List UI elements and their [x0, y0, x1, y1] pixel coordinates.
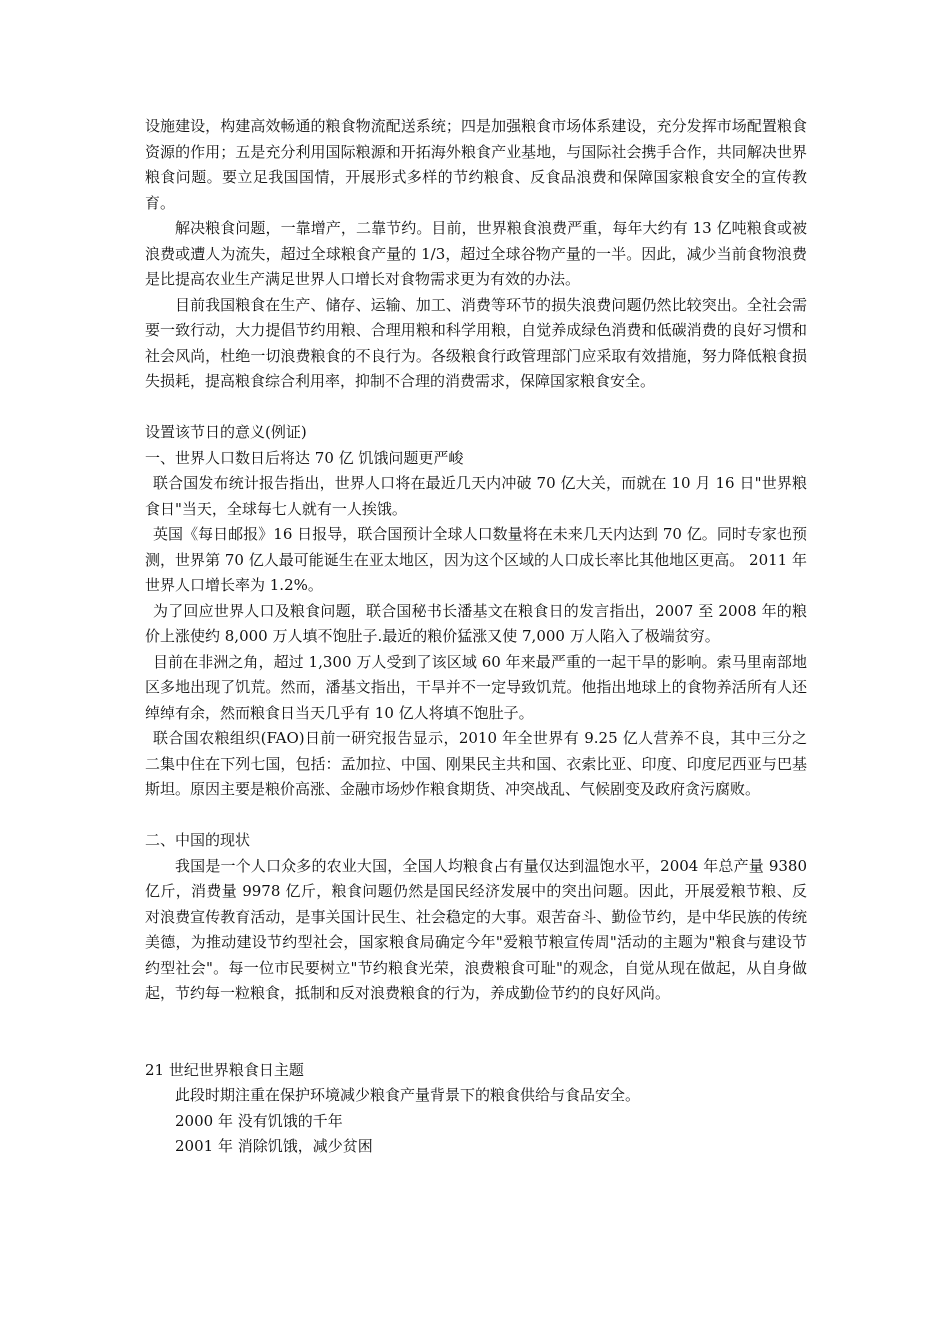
section1-paragraph: 联合国发布统计报告指出，世界人口将在最近几天内冲破 70 亿大关，而就在 10 月 16 日"世界粮食日"当天，全球每七人就有一人挨饿。 — [145, 474, 807, 518]
theme-item-2001: 2001 年 消除饥饿，减少贫困 — [175, 1137, 373, 1155]
document-body — [145, 114, 807, 1160]
spacer — [145, 1007, 807, 1058]
section1-paragraph: 英国《每日邮报》16 日报导，联合国预计全球人口数量将在未来几天内达到 70 亿。同时专家也预测，世界第 70 亿人最可能诞生在亚太地区，因为这个区域的人口成长率比其他地区更高。 2011 年世界人口增长率为 1.2%。 — [145, 525, 807, 594]
section1-subtitle: 一、世界人口数日后将达 70 亿 饥饿问题更严峻 — [145, 448, 464, 467]
spacer — [145, 395, 807, 421]
paragraph-china-loss: 目前我国粮食在生产、储存、运输、加工、消费等环节的损失浪费问题仍然比较突出。全社会需要一致行动，大力提倡节约用粮、合理用粮和科学用粮，自觉养成绿色消费和低碳消费的良好习惯和社会风尚，杜绝一切浪费粮食的不良行为。各级粮食行政管理部门应采取有效措施，努力降低粮食损失损耗，提高粮食综合利用率，抑制不合理的消费需求，保障国家粮食安全。 — [145, 295, 807, 390]
section2-title: 二、中国的现状 — [145, 831, 251, 849]
section3-intro: 此段时期注重在保护环境减少粮食产量背景下的粮食供给与食品安全。 — [175, 1086, 641, 1104]
section3-title: 21 世纪世界粮食日主题 — [145, 1060, 304, 1079]
section1-paragraph: 联合国农粮组织(FAO)日前一研究报告显示，2010 年全世界有 9.25 亿人营养不良，其中三分之二集中住在下列七国，包括：孟加拉、中国、刚果民主共和国、衣索比亚、印度、印度尼西亚与巴基斯坦。原因主要是粮价高涨、金融市场炒作粮食期货、冲突战乱、气候剧变及政府贪污腐败。 — [145, 729, 807, 798]
paragraph-grain-waste: 解决粮食问题，一靠增产，二靠节约。目前，世界粮食浪费严重，每年大约有 13 亿吨粮食或被浪费或遭人为流失，超过全球粮食产量的 1/3，超过全球谷物产量的一半。因此，减少当前食物浪费是比提高农业生产满足世界人口增长对食物需求更为有效的办法。 — [145, 219, 807, 288]
theme-item-2000: 2000 年 没有饥饿的千年 — [175, 1111, 343, 1130]
paragraph-continued: 设施建设，构建高效畅通的粮食物流配送系统；四是加强粮食市场体系建设，充分发挥市场配置粮食资源的作用；五是充分利用国际粮源和开拓海外粮食产业基地，与国际社会携手合作，共同解决世界粮食问题。要立足我国国情，开展形式多样的节约粮食、反食品浪费和保障国家粮食安全的宣传教育。 — [145, 117, 807, 212]
section1-paragraph: 为了回应世界人口及粮食问题，联合国秘书长潘基文在粮食日的发言指出，2007 至 2008 年的粮价上涨使约 8,000 万人填不饱肚子.最近的粮价猛涨又使 7,000 万人陷入了极端贫穷。 — [145, 601, 807, 645]
spacer — [145, 803, 807, 829]
section2-paragraph: 我国是一个人口众多的农业大国，全国人均粮食占有量仅达到温饱水平，2004 年总产量 9380 亿斤，消费量 9978 亿斤，粮食问题仍然是国民经济发展中的突出问题。因此，开展爱粮节粮、反对浪费宣传教育活动，是事关国计民生、社会稳定的大事。艰苦奋斗、勤俭节约，是中华民族的传统美德，为推动建设节约型社会，国家粮食局确定今年"爱粮节粮宣传周"活动的主题为"粮食与建设节约型社会"。每一位市民要树立"节约粮食光荣，浪费粮食可耻"的观念，自觉从现在做起，从自身做起，节约每一粒粮食，抵制和反对浪费粮食的行为，养成勤俭节约的良好风尚。 — [145, 856, 807, 1002]
section1-title: 设置该节日的意义(例证) — [145, 423, 307, 441]
section1-paragraph: 目前在非洲之角，超过 1,300 万人受到了该区域 60 年来最严重的一起干旱的影响。索马里南部地区多地出现了饥荒。然而，潘基文指出，干旱并不一定导致饥荒。他指出地球上的食物养活所有人还绰绰有余，然而粮食日当天几乎有 10 亿人将填不饱肚子。 — [145, 652, 807, 722]
